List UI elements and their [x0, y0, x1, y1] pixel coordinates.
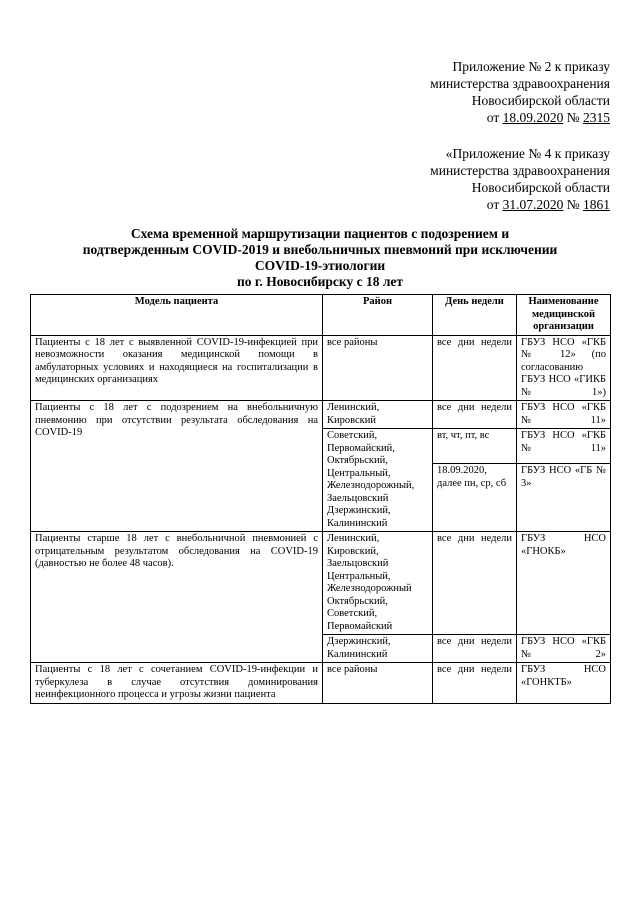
title-line: по г. Новосибирску с 18 лет — [236, 274, 404, 289]
approval-order-line — [430, 196, 610, 213]
district-cell: все районы — [323, 663, 433, 704]
day-cell: все дни недели — [433, 635, 517, 663]
approval-block-current — [430, 58, 610, 126]
number-label: № — [563, 110, 583, 125]
org-cell: ГБУЗ НСО «ГБ № 3» — [517, 464, 611, 532]
patient-model: Пациенты с 18 лет с выявленной COVID-19-инфекцией при невозможности оказания медицинской помощи в амбулаторных условиях и находящиеся на госпитализации в медицинских организациях — [31, 335, 323, 401]
table-row — [31, 335, 611, 401]
table-row — [31, 663, 611, 704]
approval-block-previous — [430, 145, 610, 213]
header-day: День недели — [433, 295, 517, 336]
approval-prefix: от — [486, 197, 503, 212]
district-cell: Советский, Первомайский, Октябрьский, Центральный, Железнодорожный, Заельцовский Дзержинский, Калининский — [323, 429, 433, 532]
document-title — [30, 226, 610, 290]
table-row — [31, 532, 611, 635]
approval-line: Приложение № 2 к приказу — [452, 59, 610, 74]
approval-line: министерства здравоохранения — [430, 76, 610, 91]
org-cell: ГБУЗ НСО «ГКБ № 2» — [517, 635, 611, 663]
title-line: Схема временной маршрутизации пациентов с подозрением и — [130, 226, 510, 241]
org-cell: ГБУЗ НСО «ГКБ № 11» — [517, 401, 611, 429]
day-cell: 18.09.2020, далее пн, ср, сб — [433, 464, 517, 532]
district-cell: Дзержинский, Калининский — [323, 635, 433, 663]
approval-line: министерства здравоохранения — [430, 163, 610, 178]
org-cell: ГБУЗ НСО «ГКБ № 12» (по согласованию ГБУЗ НСО «ГИКБ № 1») — [517, 335, 611, 401]
table-header-row — [31, 295, 611, 336]
day-cell: все дни недели — [433, 335, 517, 401]
org-cell: ГБУЗ НСО «ГКБ № 11» — [517, 429, 611, 464]
title-line: подтвержденным COVID-2019 и внебольничных пневмоний при исключении — [82, 242, 558, 257]
approval-prefix: от — [486, 110, 503, 125]
patient-model: Пациенты с 18 лет с сочетанием COVID-19-инфекции и туберкулеза в случае отсутствия доминирования неинфекционного процесса и угрозы жизни пациента — [31, 663, 323, 704]
district-cell: все районы — [323, 335, 433, 401]
day-cell: все дни недели — [433, 532, 517, 635]
day-cell: все дни недели — [433, 401, 517, 429]
header-org: Наименование медицинской организации — [517, 295, 611, 336]
table-row — [31, 401, 611, 429]
title-line: COVID-19-этиологии — [254, 258, 386, 273]
approval-line: «Приложение № 4 к приказу — [445, 146, 610, 161]
order-number: 2315 — [583, 110, 610, 125]
org-cell: ГБУЗ НСО «ГОНКТБ» — [517, 663, 611, 704]
routing-table — [30, 294, 611, 704]
district-cell: Ленинский, Кировский, Заельцовский Центральный, Железнодорожный Октябрьский, Советский, Первомайский — [323, 532, 433, 635]
header-district: Район — [323, 295, 433, 336]
org-cell: ГБУЗ НСО «ГНОКБ» — [517, 532, 611, 635]
day-cell: все дни недели — [433, 663, 517, 704]
approval-line: Новосибирской области — [471, 93, 610, 108]
number-label: № — [563, 197, 583, 212]
order-date: 18.09.2020 — [502, 110, 564, 125]
approval-line: Новосибирской области — [471, 180, 610, 195]
order-date: 31.07.2020 — [502, 197, 564, 212]
district-cell: Ленинский, Кировский — [323, 401, 433, 429]
approval-order-line — [430, 109, 610, 126]
day-cell: вт, чт, пт, вс — [433, 429, 517, 464]
patient-model: Пациенты с 18 лет с подозрением на внебольничную пневмонию при отсутствии результата обследования на COVID-19 — [31, 401, 323, 532]
patient-model: Пациенты старше 18 лет с внебольничной пневмонией с отрицательным результатом обследования на COVID-19 (давностью не более 48 часов). — [31, 532, 323, 663]
order-number: 1861 — [583, 197, 610, 212]
header-model: Модель пациента — [31, 295, 323, 336]
